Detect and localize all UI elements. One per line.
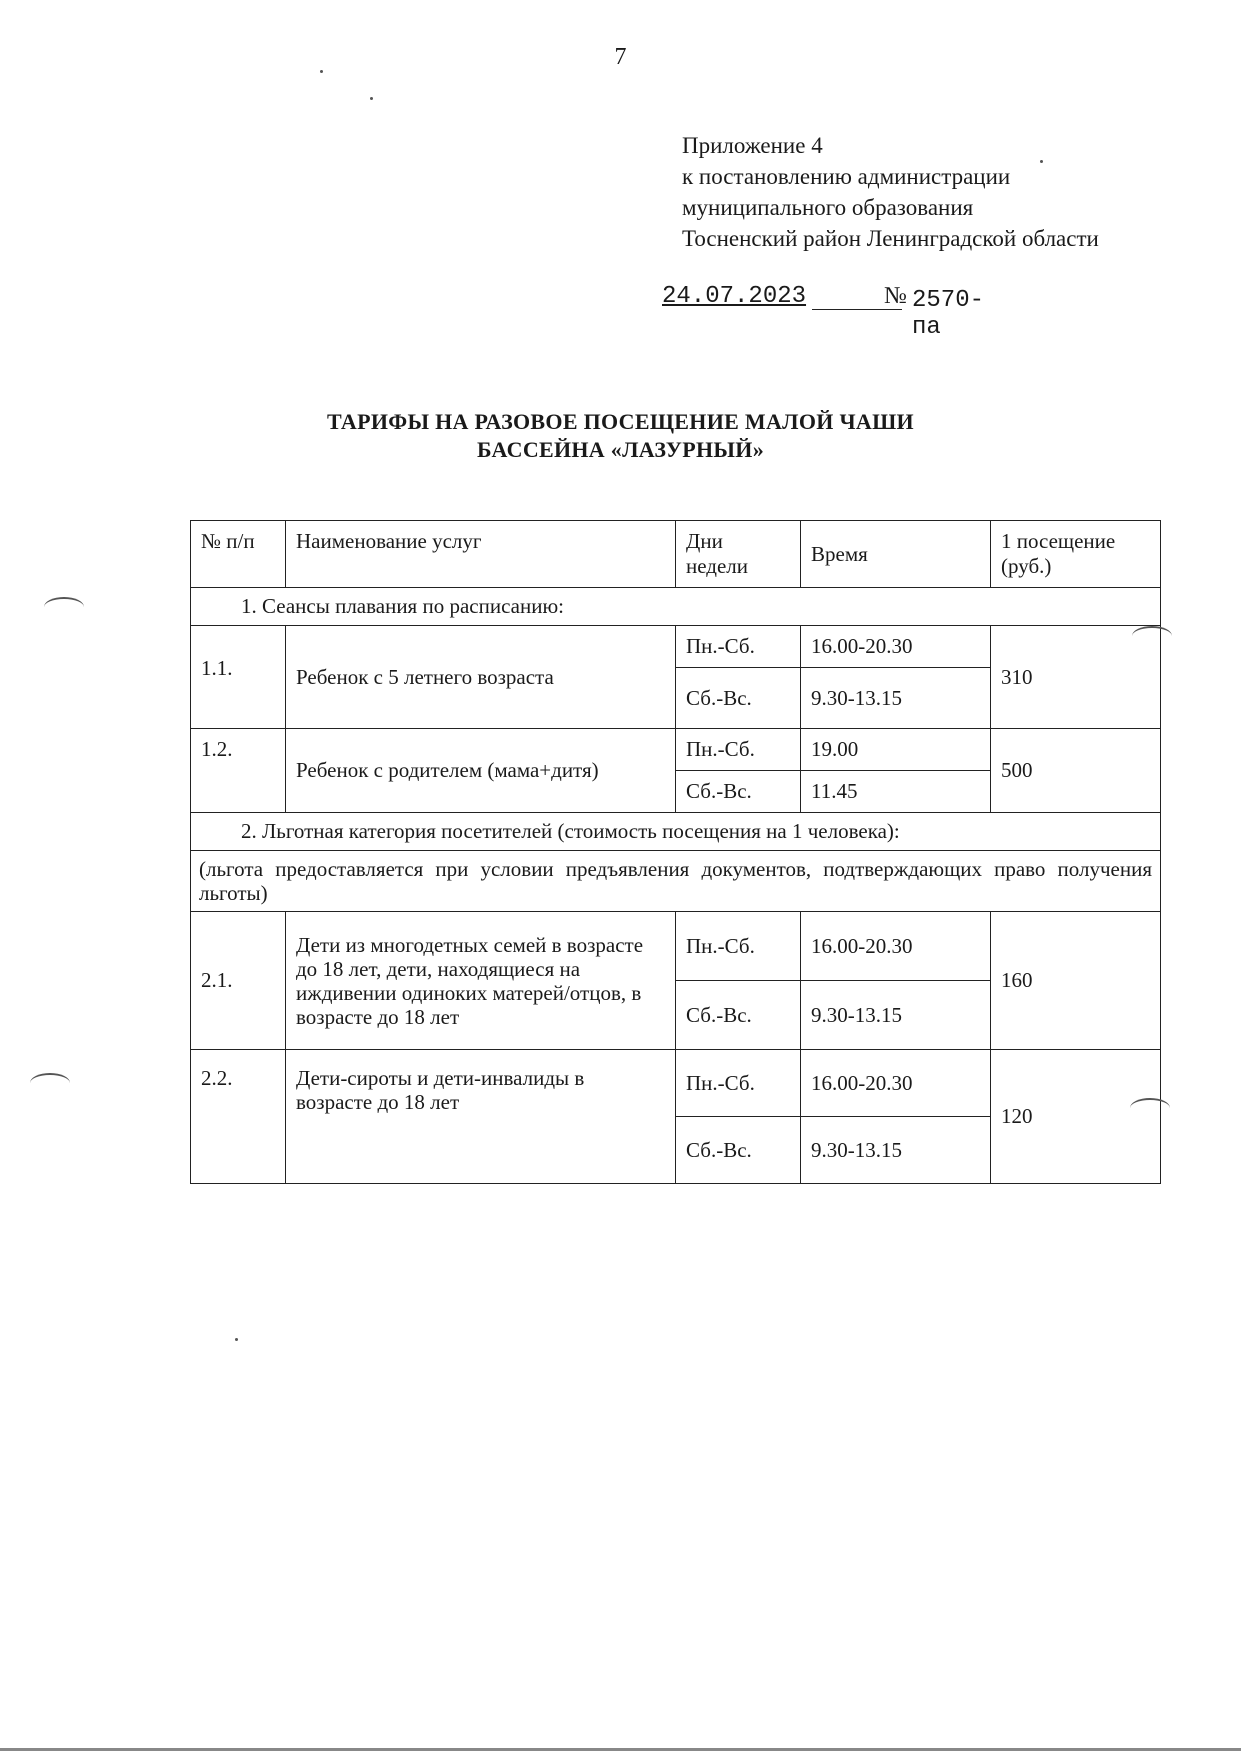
row-num: 2.1. xyxy=(191,912,286,1050)
row-days: Пн.-Сб. xyxy=(676,626,801,668)
row-price: 310 xyxy=(991,626,1161,729)
tariff-table xyxy=(190,520,1161,1184)
header-time: Время xyxy=(801,521,991,588)
scan-speck xyxy=(320,70,323,73)
row-time: 11.45 xyxy=(801,771,991,813)
row-price: 160 xyxy=(991,912,1161,1050)
row-time: 9.30-13.15 xyxy=(801,1117,991,1184)
row-days: Сб.-Вс. xyxy=(676,668,801,729)
header-num: № п/п xyxy=(191,521,286,588)
decree-date: 24.07.2023 xyxy=(662,283,807,310)
table-row xyxy=(191,912,1161,981)
section-row xyxy=(191,588,1161,626)
table-header-row xyxy=(191,521,1161,588)
decree-number-label: № xyxy=(884,283,907,309)
page-number: 7 xyxy=(614,44,627,70)
row-time: 16.00-20.30 xyxy=(801,912,991,981)
row-service: Ребенок с родителем (мама+дитя) xyxy=(286,729,676,813)
appendix-line-3: муниципального образования xyxy=(682,195,974,220)
header-price: 1 посещение (руб.) xyxy=(991,521,1161,588)
appendix-line-4: Тосненский район Ленинградской области xyxy=(682,226,1099,251)
decree-date-number xyxy=(662,283,1002,341)
row-time: 16.00-20.30 xyxy=(801,1050,991,1117)
row-price: 120 xyxy=(991,1050,1161,1184)
row-service: Ребенок с 5 летнего возраста xyxy=(286,626,676,729)
row-time: 9.30-13.15 xyxy=(801,981,991,1050)
document-title xyxy=(0,408,1241,464)
header-days: Дни недели xyxy=(676,521,801,588)
row-num: 2.2. xyxy=(191,1050,286,1184)
row-num: 1.1. xyxy=(191,626,286,729)
section-note-row xyxy=(191,851,1161,912)
row-price: 500 xyxy=(991,729,1161,813)
row-time: 19.00 xyxy=(801,729,991,771)
table-row xyxy=(191,1050,1161,1117)
row-days: Сб.-Вс. xyxy=(676,771,801,813)
appendix-line-1: Приложение 4 xyxy=(682,133,823,158)
row-days: Пн.-Сб. xyxy=(676,1050,801,1117)
table-row xyxy=(191,626,1161,668)
row-days: Пн.-Сб. xyxy=(676,912,801,981)
row-service: Дети-сироты и дети-инвалиды в возрасте до 18 лет xyxy=(286,1050,676,1184)
row-days: Сб.-Вс. xyxy=(676,1117,801,1184)
punch-hole-mark xyxy=(44,597,84,617)
punch-hole-mark xyxy=(1130,1098,1170,1118)
section-1-title: 1. Сеансы плавания по расписанию: xyxy=(191,588,1161,626)
appendix-line-2: к постановлению администрации xyxy=(682,164,1011,189)
title-line-1: ТАРИФЫ НА РАЗОВОЕ ПОСЕЩЕНИЕ МАЛОЙ ЧАШИ xyxy=(327,409,914,434)
punch-hole-mark xyxy=(30,1073,70,1093)
header-service: Наименование услуг xyxy=(286,521,676,588)
section-2-title: 2. Льготная категория посетителей (стоимость посещения на 1 человека): xyxy=(191,813,1161,851)
scan-speck xyxy=(235,1338,238,1341)
table-row xyxy=(191,729,1161,771)
punch-hole-mark xyxy=(1132,626,1172,646)
row-num: 1.2. xyxy=(191,729,286,813)
section-row xyxy=(191,813,1161,851)
scan-speck xyxy=(1040,160,1043,163)
title-line-2: БАССЕЙНА «ЛАЗУРНЫЙ» xyxy=(476,437,765,462)
section-2-note: (льгота предоставляется при условии предъявления документов, подтверждающих право получения льготы) xyxy=(191,851,1161,912)
row-time: 9.30-13.15 xyxy=(801,668,991,729)
row-time: 16.00-20.30 xyxy=(801,626,991,668)
row-days: Пн.-Сб. xyxy=(676,729,801,771)
row-service: Дети из многодетных семей в возрасте до 18 лет, дети, находящиеся на иждивении одиноких матерей/отцов, в возрасте до 18 лет xyxy=(286,912,676,1050)
scan-speck xyxy=(370,97,373,100)
row-days: Сб.-Вс. xyxy=(676,981,801,1050)
decree-number: 2570-па xyxy=(912,287,985,341)
appendix-block xyxy=(682,130,1099,254)
page-edge xyxy=(0,1748,1241,1751)
